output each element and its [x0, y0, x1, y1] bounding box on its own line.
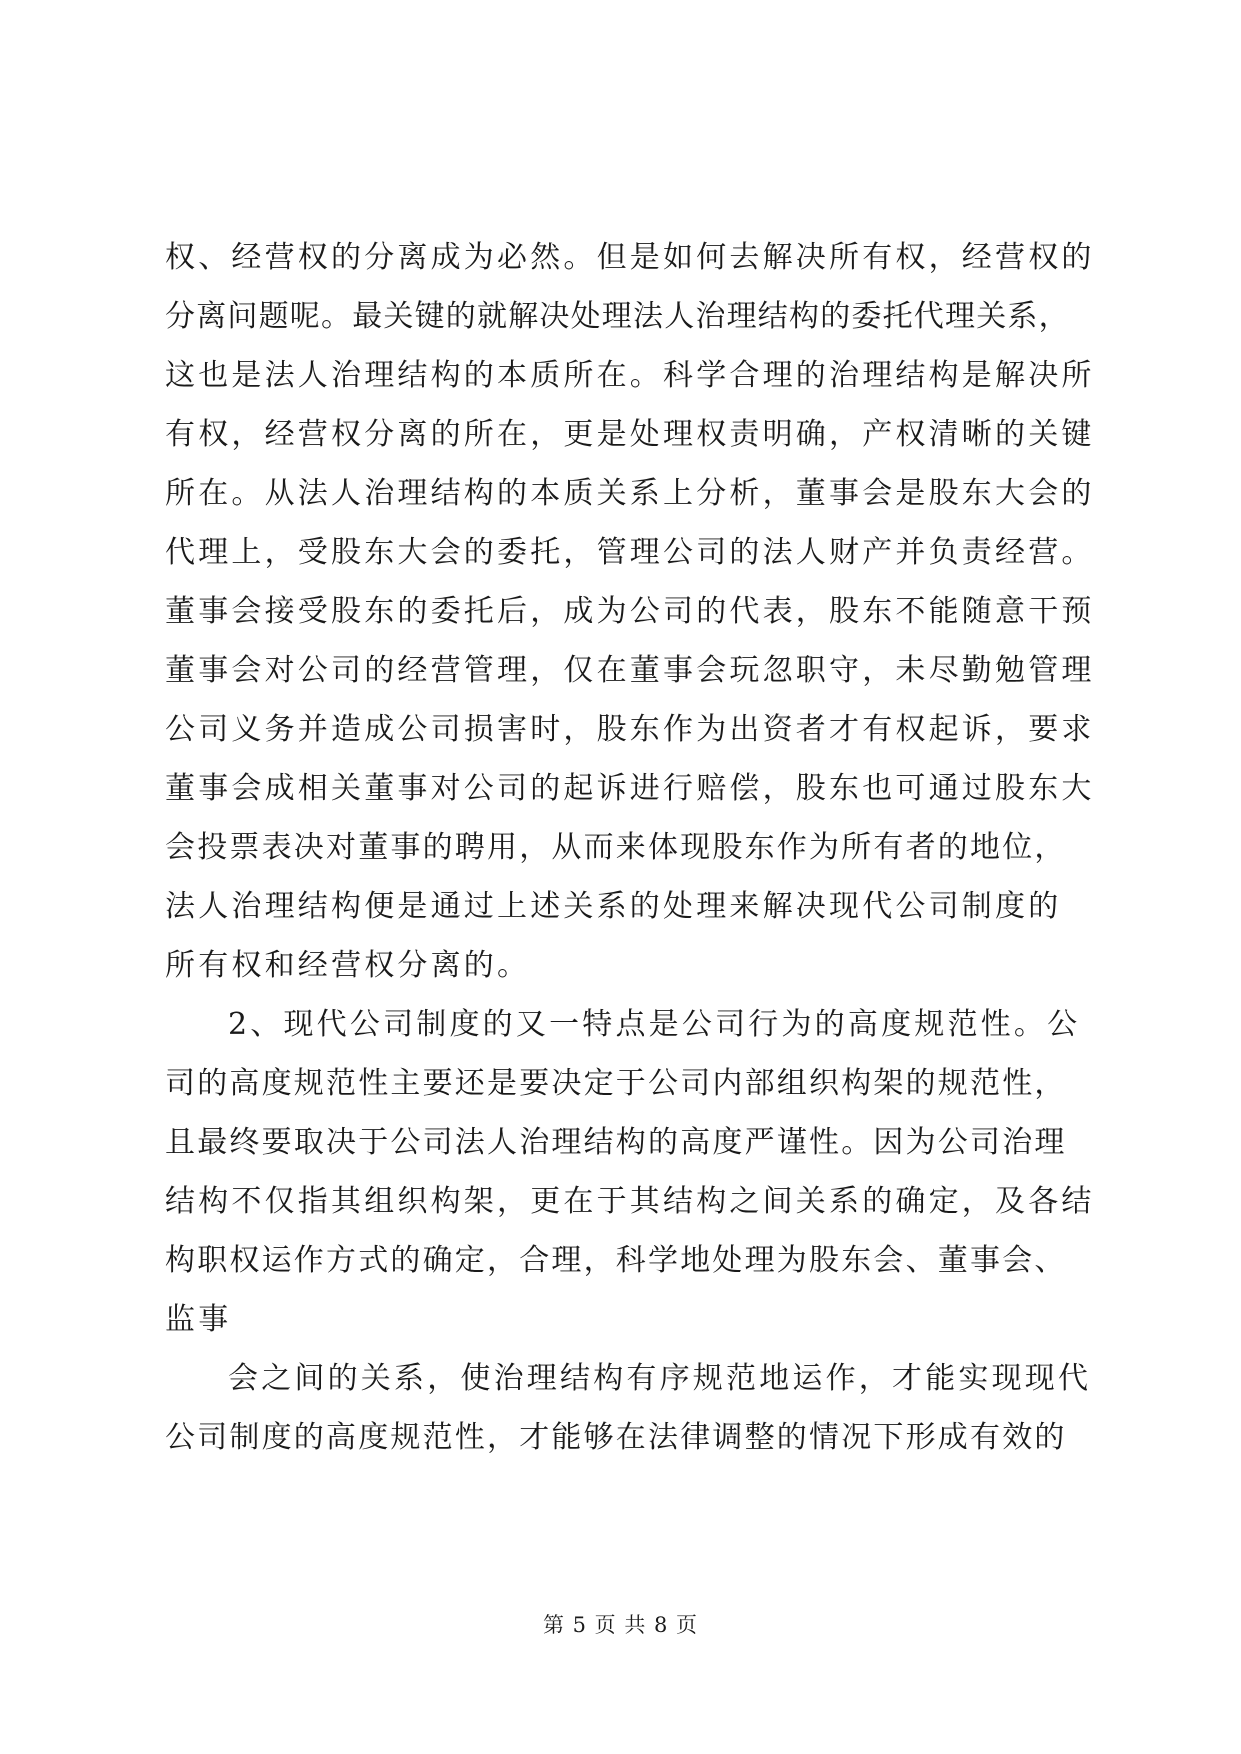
text-line: 监事: [165, 1302, 232, 1337]
paragraph-start-line: 2、现代公司制度的又一特点是公司行为的高度规范性。公: [228, 1007, 1081, 1042]
text-line: 董事会对公司的经营管理，仅在董事会玩忽职守，未尽勤勉管理: [165, 653, 1095, 688]
body-text: [165, 228, 1115, 1467]
page-footer: 第 5 页 共 8 页: [542, 1613, 699, 1637]
text-line: 司的高度规范性主要还是要决定于公司内部组织构架的规范性，: [165, 1066, 1067, 1101]
text-line: 有权，经营权分离的所在，更是处理权责明确，产权清晰的关键: [165, 417, 1095, 452]
text-line: 且最终要取决于公司法人治理结构的高度严谨性。因为公司治理: [165, 1125, 1067, 1160]
text-line: 所有权和经营权分离的。: [165, 948, 531, 983]
text-line: 构职权运作方式的确定，合理，科学地处理为股东会、董事会、: [165, 1243, 1067, 1278]
text-line: 代理上，受股东大会的委托，管理公司的法人财产并负责经营。: [165, 535, 1095, 570]
text-line: 会投票表决对董事的聘用，从而来体现股东作为所有者的地位，: [165, 830, 1067, 865]
text-line: 所在。从法人治理结构的本质关系上分析，董事会是股东大会的: [165, 476, 1095, 511]
text-line: 这也是法人治理结构的本质所在。科学合理的治理结构是解决所: [165, 358, 1095, 393]
text-line: 董事会成相关董事对公司的起诉进行赔偿，股东也可通过股东大: [165, 771, 1095, 806]
text-line: 董事会接受股东的委托后，成为公司的代表，股东不能随意干预: [165, 594, 1095, 629]
text-line: 分离问题呢。最关键的就解决处理法人治理结构的委托代理关系，: [165, 299, 1070, 334]
paragraph-start-line: 会之间的关系，使治理结构有序规范地运作，才能实现现代: [228, 1361, 1092, 1396]
text-line: 法人治理结构便是通过上述关系的处理来解决现代公司制度的: [165, 889, 1062, 924]
text-line: 公司制度的高度规范性，才能够在法律调整的情况下形成有效的: [165, 1420, 1067, 1455]
text-line: 公司义务并造成公司损害时，股东作为出资者才有权起诉，要求: [165, 712, 1095, 747]
text-line: 结构不仅指其组织构架，更在于其结构之间关系的确定，及各结: [165, 1184, 1095, 1219]
text-line: 权、经营权的分离成为必然。但是如何去解决所有权，经营权的: [165, 240, 1095, 275]
